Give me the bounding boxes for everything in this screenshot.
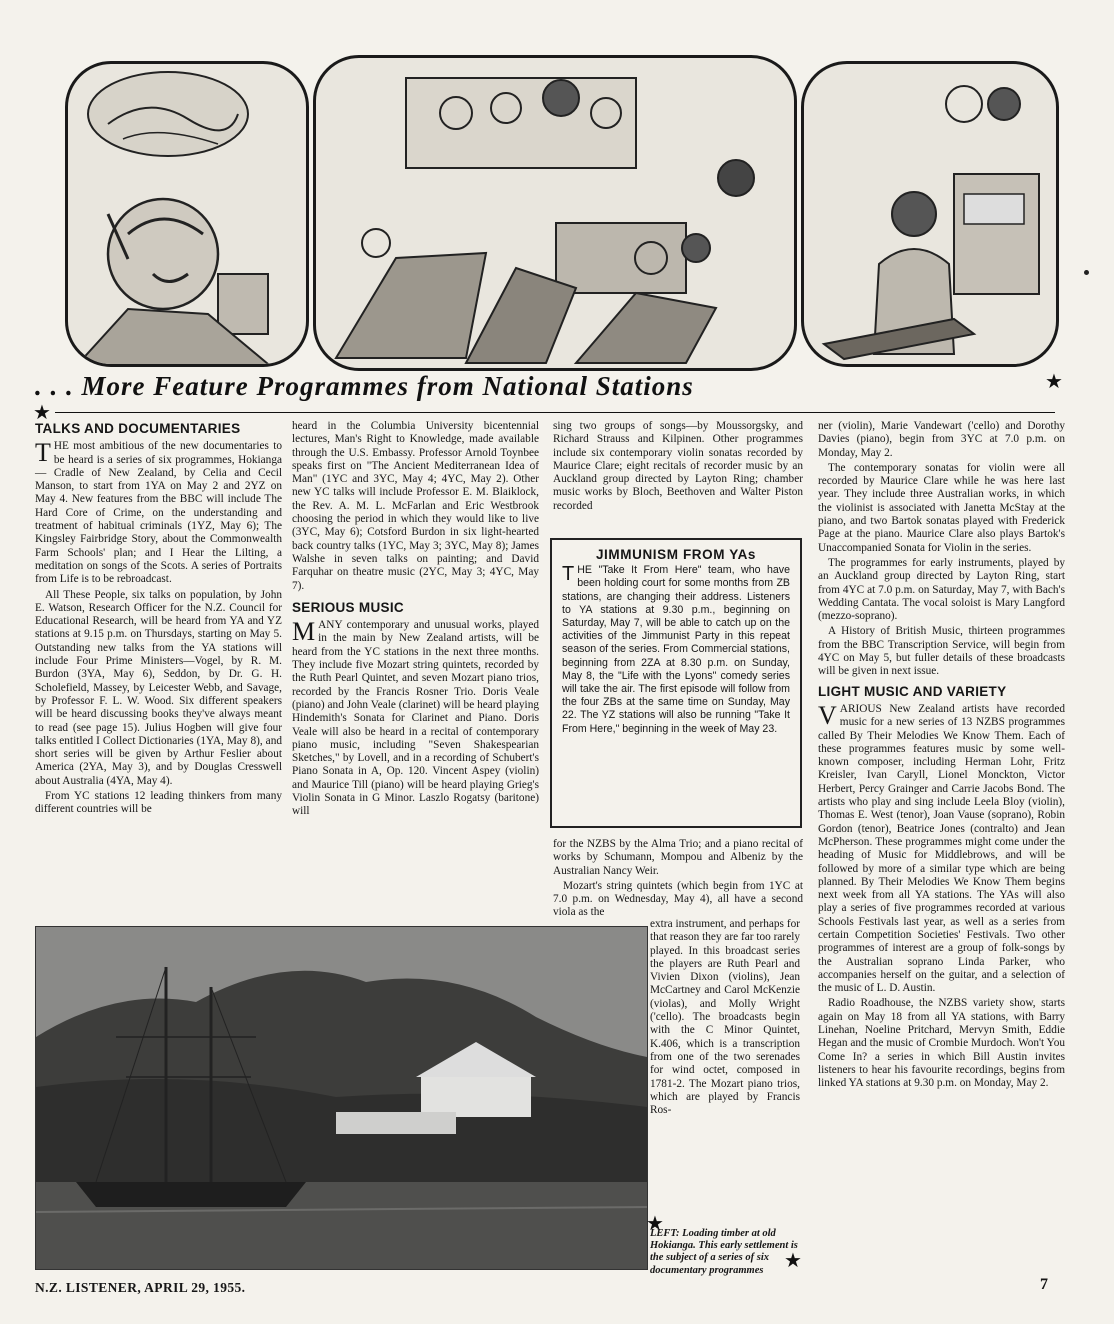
column-light-music (818, 420, 1065, 1093)
box-title: JIMMUNISM FROM YAs (595, 547, 757, 562)
star-icon: ★ (1045, 369, 1063, 393)
column-3-top (553, 420, 803, 515)
paragraph: MANY contemporary and unusual works, played in the main by New Zealand artists, will be heard from the YC stations in the next three months. They include five Mozart string quintets, recorded by the Ruth Pearl Quintet, and seven Mozart piano trios, recorded by the Francis Rosner Trio. Doris Veale (piano) and John Veale (clarinet) will be heard playing Hindemith's Sonata for Clarinet and Piano. Doris Veale will also be heard in a recital of contemporary piano music, including "Seven Shakespearian Sketches," by Lovell, and in a recording of Schubert's Piano Sonata in A, Op. 120. Vincent Aspey (violin) and Maurice Till (piano) will be heard playing Grieg's Violin Sonata in G Minor. Laszlo Rogatsy (baritone) will (292, 617, 539, 818)
section-heading-serious-music: SERIOUS MUSIC (292, 599, 404, 615)
banner-title: . . . More Feature Programmes from National Stations (35, 371, 694, 401)
stray-dot (1084, 270, 1089, 275)
paragraph: The programmes for early instruments, played by an Auckland group directed by Layton Ring, start from 4YC at 7.0 p.m. on Saturday, May 7, with Bach's Wedding Cantata. The vocal soloist is Mary Langford (mezzo-soprano). (818, 556, 1065, 623)
drop-cap: M (292, 617, 316, 647)
paragraph: Mozart's string quintets (which begin from 1YC at 7.0 p.m. on Wednesday, May 4), all have a second viola as the (553, 879, 803, 919)
box-body: THE "Take It From Here" team, who have been holding court for some months from ZB stations, are changing their address. Listeners to YA stations at 9.30 p.m., beginning on Saturday, May 7, will be able to catch up on the activities of the Jimmunist Party in this repeat season of the series. From Commercial stations, beginning from 2ZA at 8.30 p.m. on Sunday, May 8, the "Life with the Lyons" comedy series will take the air. The first episode will follow from the four ZBs at the same time on Sunday, May 22. The YZ stations will also be running "Take It From Here," beginning in the week of May 23. (562, 563, 790, 735)
drop-cap: V (818, 700, 837, 730)
star-icon: ★ (784, 1248, 802, 1272)
column-serious-music (292, 420, 539, 821)
star-icon: ★ (646, 1211, 664, 1235)
column-narrow (650, 918, 800, 1117)
illustration-radio-listener (65, 61, 309, 367)
page-number: 7 (1040, 1276, 1048, 1293)
jimmunism-box (550, 538, 802, 828)
paragraph: extra instrument, and perhaps for that reason they are far too rarely played. In this broadcast series the players are Ruth Pearl and Vivien Dixon (violins), Jean McCartney and Carol McKenzie (violas), and Molly Wright ('cello). The broadcasts begin with the C Minor Quintet, K.406, which is a transcription from one of the two serenades for wind octet, composed in 1781-2. The Mozart piano trios, which are played by Francis Ros- (650, 918, 800, 1117)
star-icon: ★ (33, 400, 51, 424)
banner-rule (55, 412, 1055, 413)
paragraph: From YC stations 12 leading thinkers from many different countries will be (35, 790, 282, 816)
paragraph: sing two groups of songs—by Moussorgsky, and Richard Strauss and Kilpinen. Other programmes include six contemporary violin sonatas recorded by Maurice Clare; eight recitals of recorder music by an Auckland group directed by Layton Ring; chamber music works by Bloch, Beethoven and Walter Piston recorded (553, 420, 803, 512)
drop-cap: T (562, 563, 575, 586)
section-heading-light-music: LIGHT MUSIC AND VARIETY (818, 683, 1007, 699)
paragraph: ner (violin), Marie Vandewart ('cello) and Dorothy Davies (piano), begin from 3YC at 7.0 p.m. on Monday, May 2. (818, 420, 1065, 459)
paragraph: VARIOUS New Zealand artists have recorded music for a new series of 13 NZBS programmes called By Their Melodies We Know Them. Each of these programmes features music by some well-known composer, including Herman Lohr, Fritz Kreisler, Ivan Caryll, Lionel Monckton, Victor Herbert, Percy Grainger and Carrie Jacobs Bond. The artists who play and sing include Leela Bloy (violin), Thomas E. West (tenor), Joan Vause (soprano), Robin Gordon (tenor), Beatrice Jones (contralto) and Jean McPherson. These programmes might come under the heading of Music for Middlebrows, and will be followed by more of a similar type which are being planned. By Their Melodies We Know Them begins next week from all YA stations. The YAs will also play a series of five programmes recorded at various Schools Festivals last year, as well as a series from certain Competition Societies' Festivals. Two other programmes of interest are a group of folk-songs by the Australian soprano Linda Parker, who accompanies herself on the guitar, and a selection of the music of L. D. Austin. (818, 700, 1065, 995)
paragraph: for the NZBS by the Alma Trio; and a piano recital of works by Schumann, Mompou and Albeniz by the Australian Nancy Weir. (553, 838, 803, 877)
paragraph: heard in the Columbia University bicentennial lectures, Man's Right to Knowledge, made available through the U.S. Embassy. Professor Arnold Toynbee speaks first on "The Ancient Mediterranean Idea of Man" (1YC and 3YC, May 4; 4YC, May 2). Other new YC talks will include Professor E. M. Blaiklock, the Rev. A. M. L. McFarlan and Eric Westbrook choosing the period in which they would like to live (3YC, May 6); Cotsford Burdon in six light-hearted back country talks (1YC, May 3; 3YC, May 8); James Walshe in seven talks on painting; and David Farquhar on theatre music (2YC, May 3; 4YC, May 7). (292, 420, 539, 592)
column-talks (35, 420, 282, 819)
paragraph: THE most ambitious of the new documentaries to be heard is a series of six programmes, Hokianga — Cradle of New Zealand, by Celia and Cecil Manson, to start from 1YA on May 2 and 2YZ on May 4. New features from the BBC will include The Hard Core of Crime, on the understanding and treatment of habitual criminals (1YZ, May 6); The Kingsley Fairbridge Story, about the Commonwealth Farm Schools' plan; and I Hear the Lilting, a meditation on songs of the Scots. A series of Portraits from Life is to be rebroadcast. (35, 438, 282, 586)
illustration-family-listening (313, 55, 797, 371)
photo-caption: LEFT: Loading timber at old Hokianga. This early settlement is the subject of a series of six documentary programmes (650, 1228, 798, 1276)
footer-issue: N.Z. LISTENER, APRIL 29, 1955. (35, 1280, 246, 1295)
paragraph: A History of British Music, thirteen programmes from the BBC Transcription Service, will begin from 4YC on May 5, but fuller details of these broadcasts will be given in next issue. (818, 625, 1065, 678)
drop-cap: T (35, 438, 51, 468)
paragraph: Radio Roadhouse, the NZBS variety show, starts again on May 18 from all YA stations, with Barry Linehan, Noeline Pritchard, Mervyn Smith, Eddie Hegan and the music of Crombie Murdoch. Won't You Come In? a series in which Bill Austin invites listeners to hear his favourite recordings, begins from linked YA stations at 9.30 p.m. on Monday, May 2. (818, 997, 1065, 1090)
feature-banner (35, 371, 1055, 405)
header-illustration (65, 55, 1053, 367)
column-3-bottom (553, 838, 803, 922)
hokianga-photo (35, 926, 648, 1270)
paragraph: The contemporary sonatas for violin were all recorded by Maurice Clare while he was here last year. They include three Australian works, in which the violinist is associated with Janetta McStay at the piano, and two Bartok sonatas played with Frederick Page at the piano. Maurice Clare also plays Bartok's Unaccompanied Sonata for Violin in the series. (818, 461, 1065, 554)
illustration-housewife-ironing (801, 61, 1059, 367)
section-heading-talks: TALKS AND DOCUMENTARIES (35, 421, 241, 436)
paragraph: All These People, six talks on population, by John E. Watson, Research Officer for the N.Z. Council for Educational Research, will be heard from YA and YZ stations at 9.15 p.m. on Thursdays, starting on May 5. Outstanding new talks from the YA stations will include Four Prime Ministers—Vogel, by R. M. Burdon (3YA, May 6), Seddon, by Dr. G. H. Scholefield, Massey, by Leicester Webb, and Savage, by Professor F. L. W. Wood. Six different speakers will be heard discussing books they've always meant to read (see page 15). Julius Hogben will give four talks entitled I Collect Dictionaries (1YA, May 8), and short series will be given by Arthur Feslier about America (2YA, May 3), and by Douglas Cresswell about Australia (4YA, May 4). (35, 588, 282, 787)
